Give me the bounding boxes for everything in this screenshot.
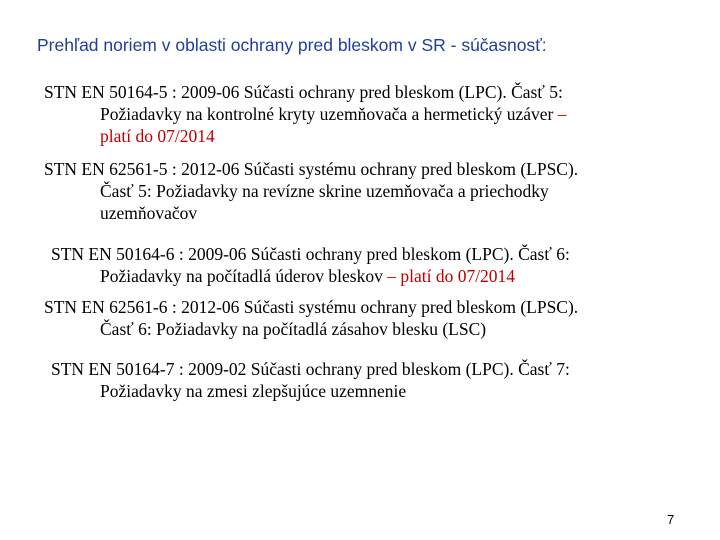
standard-entry-line: STN EN 62561-5 : 2012-06 Súčasti systému ochrany pred bleskom (LPSC).	[44, 159, 579, 179]
standard-entry-text: Požiadavky na počítadlá úderov bleskov	[100, 266, 388, 286]
validity-note: –	[557, 104, 567, 124]
standard-entry-line: STN EN 50164-5 : 2009-06 Súčasti ochrany pred bleskom (LPC). Časť 5:	[44, 82, 563, 102]
standard-entry-stn-en-50164-5	[44, 81, 704, 147]
page-number: 7	[667, 512, 675, 527]
standard-entry-line	[44, 103, 704, 125]
slide-title: Prehľad noriem v oblasti ochrany pred bleskom v SR - súčasnosť:	[37, 35, 547, 55]
standard-entry-text: Požiadavky na kontrolné kryty uzemňovača a hermetický uzáver	[100, 104, 558, 124]
standard-entry-line: Časť 5: Požiadavky na revízne skrine uzemňovača a priechodky	[100, 181, 549, 201]
standard-entry-stn-en-62561-6	[44, 296, 704, 340]
standard-entry-stn-en-50164-6	[51, 243, 711, 287]
standard-entry-line: STN EN 62561-6 : 2012-06 Súčasti systému ochrany pred bleskom (LPSC).	[44, 297, 579, 317]
standard-entry-stn-en-62561-5	[44, 158, 704, 224]
validity-note: – platí do 07/2014	[387, 266, 516, 286]
validity-note: platí do 07/2014	[100, 126, 215, 146]
standard-entry-line: Časť 6: Požiadavky na počítadlá zásahov blesku (LSC)	[100, 319, 487, 339]
standard-entry-line: Požiadavky na zmesi zlepšujúce uzemnenie	[100, 381, 407, 401]
standard-entry-line	[51, 265, 711, 287]
standard-entry-line: uzemňovačov	[100, 203, 198, 223]
standard-entry-line: STN EN 50164-7 : 2009-02 Súčasti ochrany pred bleskom (LPC). Časť 7:	[51, 359, 570, 379]
standard-entry-stn-en-50164-7	[51, 358, 711, 402]
standard-entry-line: STN EN 50164-6 : 2009-06 Súčasti ochrany pred bleskom (LPC). Časť 6:	[51, 244, 570, 264]
